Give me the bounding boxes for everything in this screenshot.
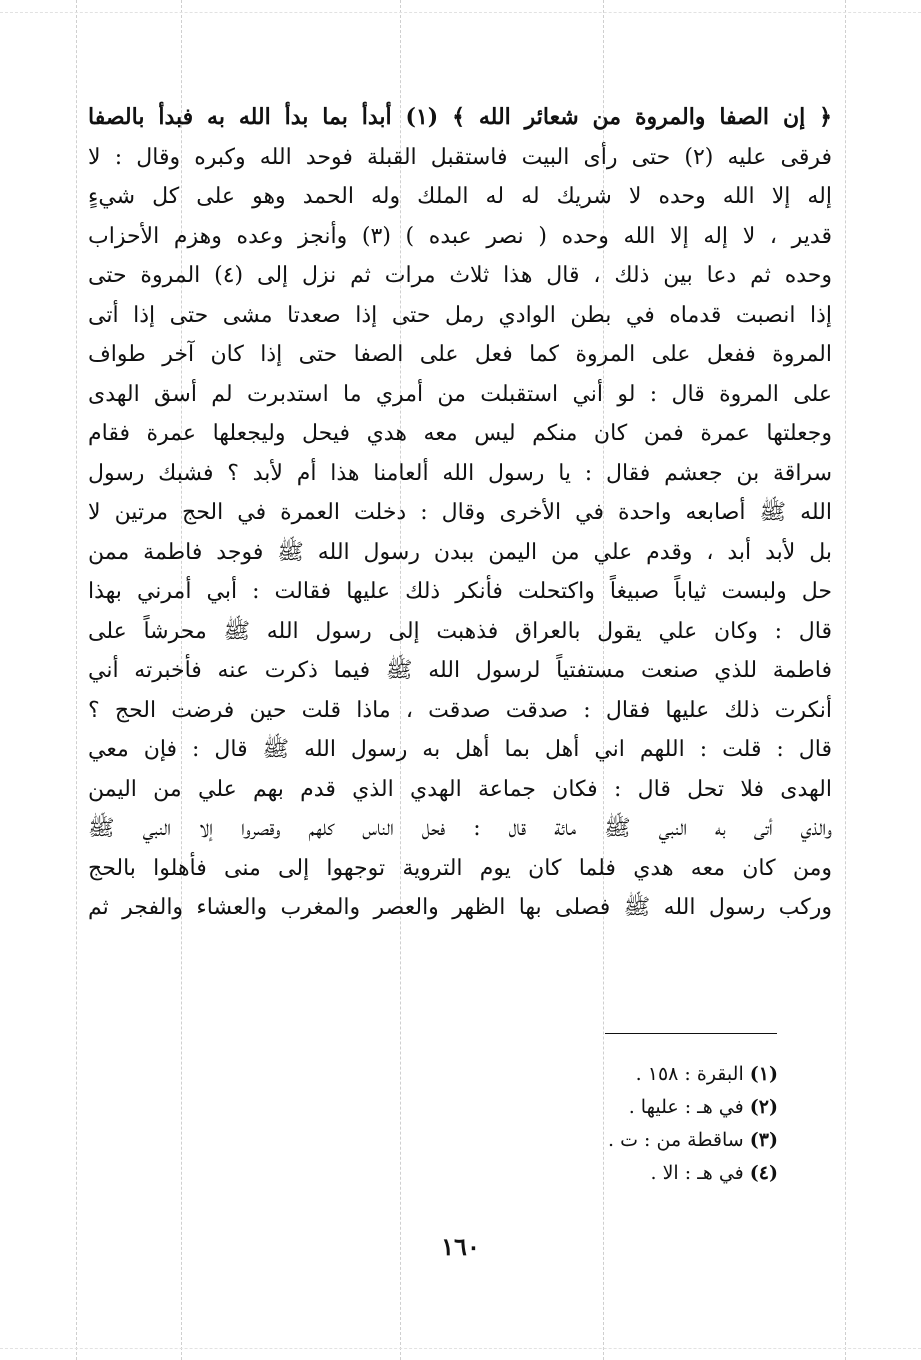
text-line: إله إلا الله وحده لا شريك له له الملك وله الحمد وهو على كل شيءٍ [88,184,832,209]
scan-guide-line [0,12,921,13]
text-line: وركب رسول الله ﷺ فصلى بها الظهر والعصر والمغرب والعشاء والفجر ثم [88,895,832,920]
footnote-item [608,1091,778,1124]
footnote-item [608,1058,778,1091]
book-page [88,98,832,928]
text-line: وحده ثم دعا بين ذلك ، قال هذا ثلاث مرات ثم نزل إلى (٤) المروة حتى [88,263,832,288]
text-line: بل لأبد أبد ، وقدم علي من اليمن ببدن رسول الله ﷺ فوجد فاطمة ممن [88,539,832,565]
text-line: فرقى عليه (٢) حتى رأى البيت فاستقبل القبلة فوحد الله وكبره وقال : لا [88,144,832,170]
text-line: ﴿ إن الصفا والمروة من شعائر الله ﴾ (١) أبدأ بما بدأ الله به فبدأ بالصفا [88,104,832,130]
text-line: سراقة بن جعشم فقال : يا رسول الله ألعامنا هذا أم لأبد ؟ فشبك رسول [88,460,832,486]
text-line: قال : وكان علي يقول بالعراق فذهبت إلى رسول الله ﷺ محرشاً على [88,618,832,644]
footnote-text: في هـ : عليها . [628,1096,744,1118]
footnote-number: (٤) [749,1162,778,1184]
footnote-text: البقرة : ١٥٨ . [635,1063,744,1085]
text-line: ومن كان معه هدي فلما كان يوم التروية توجهوا إلى منى فأهلوا بالحج [88,855,832,881]
body-text [88,98,832,928]
text-line: الله ﷺ أصابعه واحدة في الأخرى وقال : دخلت العمرة في الحج مرتين لا [88,500,832,525]
text-line: حل ولبست ثياباً صبيغاً واكتحلت فأنكر ذلك عليها فقالت : أبي أمرني بهذا [88,579,832,604]
footnote-text: في هـ : الا . [650,1162,744,1184]
text-line: على المروة قال : لو أني استقبلت من أمري ما استدبرت لم أسق الهدى [88,381,832,407]
text-line: قال : قلت : اللهم اني أهل بما أهل به رسول الله ﷺ قال : فإن معي [88,737,832,762]
text-line: المروة ففعل على المروة كما فعل على الصفا حتى إذا كان آخر طواف [88,342,832,367]
scan-guide-line [76,0,77,1360]
footnote-number: (٢) [749,1096,778,1118]
page-number: ١٦٠ [441,1232,480,1261]
footnote-separator [605,1033,777,1034]
text-line: قدير ، لا إله إلا الله وحده ( نصر عبده ) (٣) وأنجز وعده وهزم الأحزاب [88,223,832,249]
text-line: إذا انصبت قدماه في بطن الوادي رمل حتى إذا صعدتا مشى حتى إذا أتى [88,302,832,328]
footnote-text: ساقطة من : ت . [608,1129,744,1151]
text-line: وجعلتها عمرة فمن كان منكم ليس معه هدي فيحل وليجعلها عمرة فقام [88,421,832,446]
footnote-number: (١) [749,1063,778,1085]
footnote-number: (٣) [749,1129,778,1151]
footnote-item [608,1124,778,1157]
text-line: والذي أتى به النبي ﷺ مائة قال : فحل الناس كلهم وقصروا إلا النبي ﷺ [88,816,832,841]
text-line: فاطمة للذي صنعت مستفتياً لرسول الله ﷺ فيما ذكرت عنه فأخبرته أني [88,658,832,683]
scan-guide-line [845,0,846,1360]
scan-guide-line [0,1348,921,1349]
text-line: الهدى فلا تحل قال : فكان جماعة الهدي الذي قدم بهم علي من اليمن [88,776,832,802]
footnotes [608,1058,778,1190]
text-line: أنكرت ذلك عليها فقال : صدقت صدقت ، ماذا قلت حين فرضت الحج ؟ [88,697,832,723]
footnote-item [608,1157,778,1190]
